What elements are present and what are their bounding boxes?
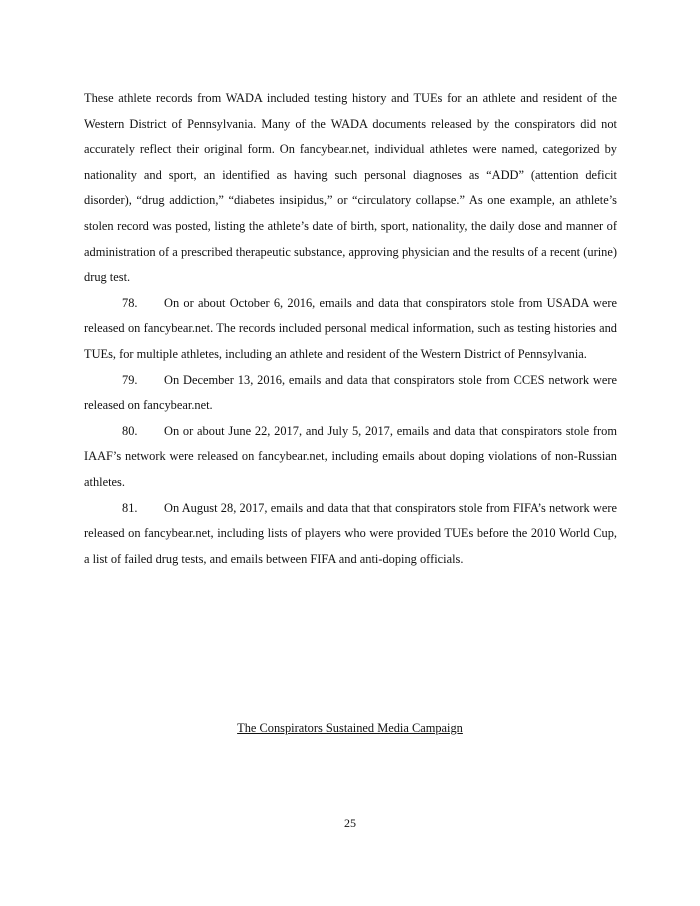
paragraph-text: On August 28, 2017, emails and data that that conspirators stole from FIFA’s network were released on fancybear.net, including lists of players who were provided TUEs before the 2010 World Cup, a list of failed drug tests, and emails between FIFA and anti-doping officials. — [84, 500, 617, 566]
paragraph-81 — [84, 496, 617, 573]
paragraph-80 — [84, 419, 617, 496]
paragraph-number: 78. — [122, 295, 138, 310]
paragraph-text: On or about October 6, 2016, emails and data that conspirators stole from USADA were released on fancybear.net. The records included personal medical information, such as testing histories and TUEs, for multiple athletes, including an athlete and resident of the Western District of Pennsylvania. — [84, 295, 617, 361]
page-number: 25 — [344, 816, 356, 830]
section-heading — [0, 718, 700, 738]
paragraph-text: On December 13, 2016, emails and data that conspirators stole from CCES network were released on fancybear.net. — [84, 372, 617, 413]
document-body — [84, 86, 617, 572]
section-heading-text: The Conspirators Sustained Media Campaign — [237, 721, 463, 735]
paragraph-continued: These athlete records from WADA included testing history and TUEs for an athlete and resident of the Western District of Pennsylvania. Many of the WADA documents released by the conspirators did not accurately reflect their original form. On fancybear.net, individual athletes were named, categorized by nationality and sport, an identified as having such personal diagnoses as “ADD” (attention deficit disorder), “drug addiction,” “diabetes insipidus,” or “circulatory collapse.” As one example, an athlete’s stolen record was posted, listing the athlete’s date of birth, sport, nationality, the daily dose and manner of administration of a prescribed therapeutic substance, approving physician and the results of a recent (urine) drug test. — [84, 91, 617, 285]
paragraph-number: 80. — [122, 423, 138, 438]
paragraph-number: 79. — [122, 372, 138, 387]
paragraph-text: On or about June 22, 2017, and July 5, 2017, emails and data that conspirators stole from IAAF’s network were released on fancybear.net, including emails about doping violations of non-Russian athletes. — [84, 423, 617, 489]
paragraph-78 — [84, 291, 617, 368]
paragraph-79 — [84, 368, 617, 419]
paragraph-number: 81. — [122, 500, 138, 515]
